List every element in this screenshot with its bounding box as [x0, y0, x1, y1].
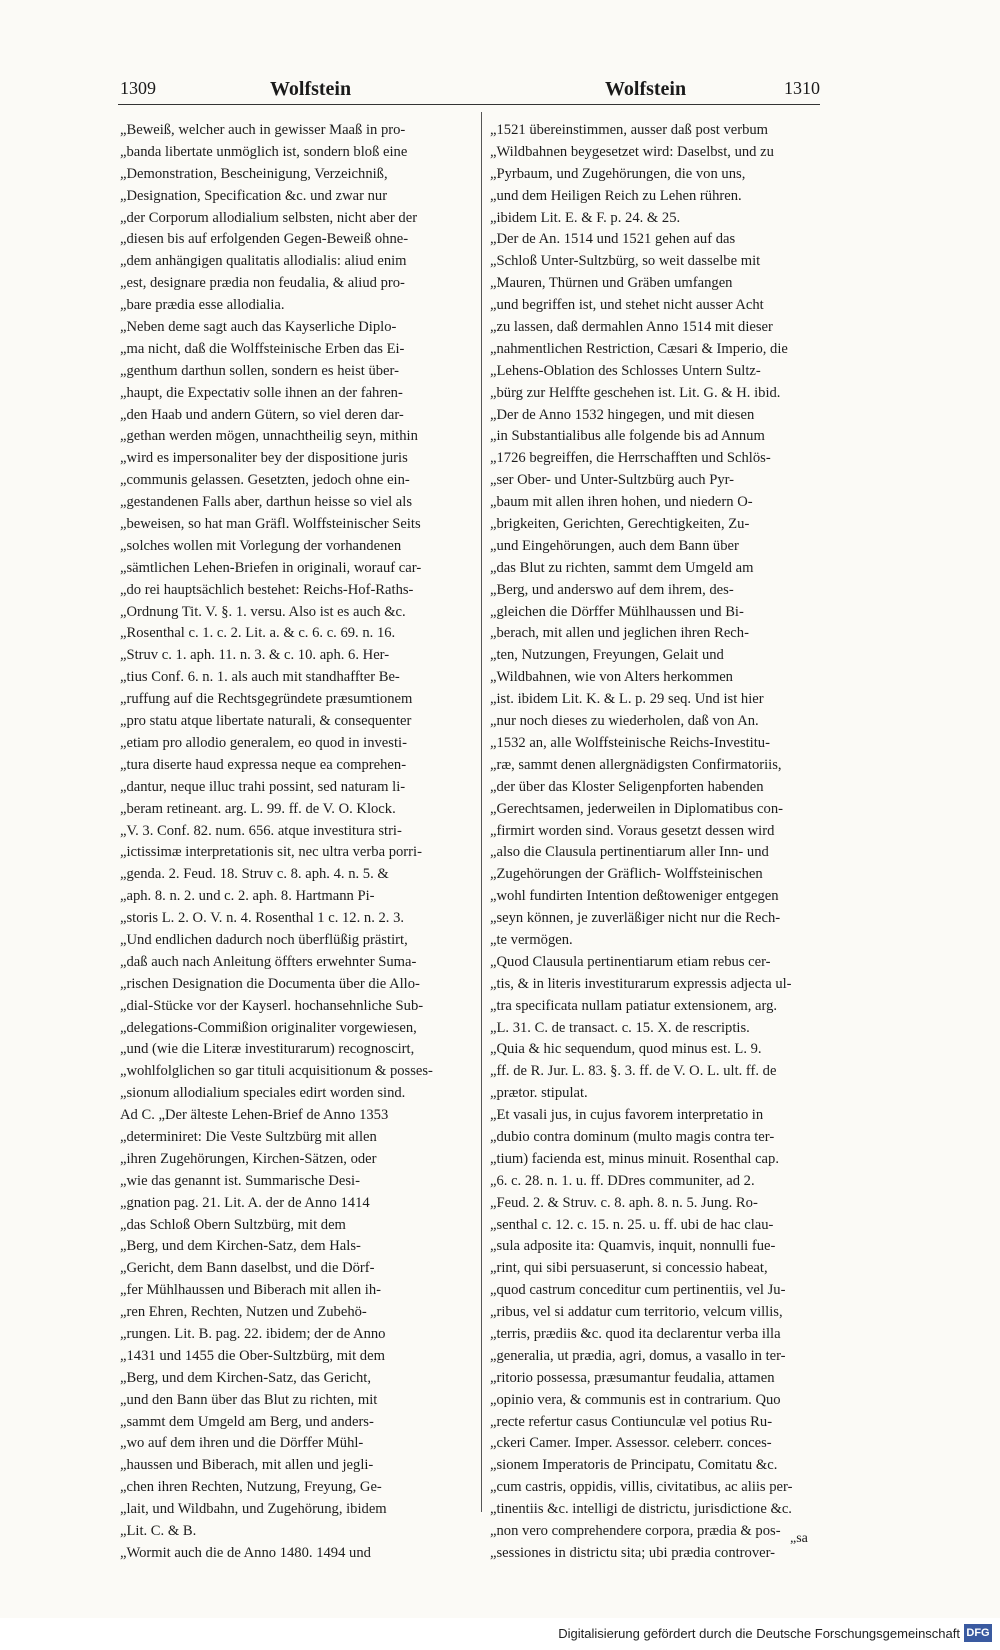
- text-line: „ruffung auf die Rechtsgegründete præsumtionem: [120, 691, 413, 708]
- text-line: „Lehens-Oblation des Schlosses Untern Sultz-: [490, 362, 761, 379]
- text-line: „ckeri Camer. Imper. Assessor. celeberr. conces-: [490, 1435, 772, 1452]
- text-line: „gnation pag. 21. Lit. A. der de Anno 1414: [120, 1194, 370, 1211]
- dfg-logo: DFG: [964, 1624, 992, 1642]
- text-line: „zu lassen, daß dermahlen Anno 1514 mit dieser: [490, 319, 773, 336]
- catchword: „sa: [790, 1531, 808, 1546]
- text-line: „wird es impersonaliter bey der dispositione juris: [120, 450, 408, 467]
- text-line: „ren Ehren, Rechten, Nutzen und Zubehö-: [120, 1304, 367, 1321]
- text-line: „Pyrbaum, und Zugehörungen, die von uns,: [490, 165, 746, 182]
- text-line: „dial-Stücke vor der Kayserl. hochansehnliche Sub-: [120, 997, 424, 1014]
- text-line: „recte refertur casus Contiunculæ vel potius Ru-: [490, 1413, 773, 1430]
- text-line: „und begriffen ist, und stehet nicht ausser Acht: [490, 297, 764, 314]
- right-column: [490, 120, 820, 1565]
- running-title-left: Wolfstein: [270, 78, 352, 100]
- text-line: „1431 und 1455 die Ober-Sultzbürg, mit dem: [120, 1347, 385, 1364]
- text-line: „ictissimæ interpretationis sit, nec ultra verba porri-: [120, 844, 422, 861]
- text-line: „tinentiis &c. intelligi de districtu, jurisdictione &c.: [490, 1501, 792, 1518]
- text-line: „aph. 8. n. 2. und c. 2. aph. 8. Hartmann Pi-: [120, 888, 375, 905]
- text-line: „wie das genannt ist. Summarische Desi-: [120, 1172, 360, 1189]
- text-line: „ma nicht, daß die Wolffsteinische Erben das Ei-: [120, 340, 405, 357]
- text-line: „storis L. 2. O. V. n. 4. Rosenthal 1 c. 12. n. 2. 3.: [120, 910, 405, 927]
- text-line: „ihren Zugehörungen, Kirchen-Sätzen, oder: [120, 1150, 377, 1167]
- text-line: „und Eingehörungen, auch dem Bann über: [490, 537, 739, 554]
- text-line: „pro statu atque libertate naturali, & consequenter: [120, 713, 412, 730]
- text-line: „genthum darthun sollen, sondern es heist über-: [120, 362, 399, 379]
- running-title-right: Wolfstein: [605, 78, 687, 100]
- text-line: Ad C. „Der älteste Lehen-Brief de Anno 1353: [120, 1107, 389, 1124]
- footer-credit: Digitalisierung gefördert durch die Deutsche Forschungsgemeinschaft: [558, 1626, 960, 1641]
- text-line: „lait, und Wildbahn, und Zugehörung, ibidem: [120, 1501, 387, 1518]
- text-line: „tra specificata nullam patiatur extensionem, arg.: [490, 997, 778, 1014]
- text-line: „etiam pro allodio generalem, eo quod in investi-: [120, 734, 407, 751]
- text-line: „sula adposite ita: Quamvis, inquit, nonnulli fue-: [490, 1238, 776, 1255]
- text-line: „also die Clausula pertinentiarum aller Inn- und: [490, 844, 769, 861]
- page-number-left: 1309: [120, 78, 156, 98]
- text-line: „nur noch dieses zu wiederholen, daß von An.: [490, 713, 759, 730]
- text-line: „Designation, Specification &c. und zwar nur: [120, 187, 388, 204]
- text-line: „daß auch nach Anleitung öffters erwehnter Suma-: [120, 953, 417, 970]
- text-line: „delegations-Commißion originaliter vorgewiesen,: [120, 1019, 417, 1036]
- text-line: „ibidem Lit. E. & F. p. 24. & 25.: [490, 209, 681, 226]
- text-line: „Ordnung Tit. V. §. 1. versu. Also ist es auch &c.: [120, 603, 406, 620]
- text-line: „Lit. C. & B.: [120, 1523, 197, 1539]
- text-line: „Wildbahnen beygesetzet wird: Daselbst, und zu: [490, 143, 774, 160]
- text-line: „wohl fundirten Intention deßtoweniger entgegen: [490, 888, 779, 905]
- text-line: „Und endlichen dadurch noch überflüßig prästirt,: [120, 931, 408, 948]
- text-line: „wohlfolglichen so gar tituli acquisitionum & posses-: [120, 1063, 433, 1080]
- text-line: „banda libertate unmöglich ist, sondern bloß eine: [120, 143, 408, 160]
- text-line: „Berg, und dem Kirchen-Satz, dem Hals-: [120, 1238, 361, 1255]
- text-line: „tium) facienda est, minus minuit. Rosenthal cap.: [490, 1150, 779, 1167]
- text-line: „tura diserte haud expressa neque ea comprehen-: [120, 756, 407, 773]
- text-line: „Struv c. 1. aph. 11. n. 3. & c. 10. aph. 6. Her-: [120, 647, 390, 664]
- text-line: „non vero comprehendere corpora, prædia & pos-: [490, 1523, 781, 1539]
- text-line: „cum castris, oppidis, villis, civitatibus, ac aliis per-: [490, 1479, 793, 1496]
- text-line: „sämtlichen Lehen-Briefen in originali, worauf car-: [120, 559, 422, 576]
- text-line: „Feud. 2. & Struv. c. 8. aph. 8. n. 5. Jung. Ro-: [490, 1194, 758, 1211]
- text-line: „der über das Kloster Seligenpforten habenden: [490, 778, 764, 795]
- text-line: „ser Ober- und Unter-Sultzbürg auch Pyr-: [490, 472, 735, 489]
- text-line: „Mauren, Thürnen und Gräben umfangen: [490, 275, 733, 292]
- text-line: „und dem Heiligen Reich zu Lehen rühren.: [490, 187, 742, 204]
- page-number-right: 1310: [784, 78, 820, 98]
- text-line: „gestandenen Falls aber, darthun heisse so viel als: [120, 494, 413, 511]
- text-line: „rischen Designation die Documenta über die Allo-: [120, 975, 420, 992]
- text-line: „te vermögen.: [490, 931, 573, 948]
- text-line: „ff. de R. Jur. L. 83. §. 3. ff. de V. O. L. ult. ff. de: [490, 1063, 777, 1080]
- text-line: „baum mit allen ihren hohen, und niedern O-: [490, 494, 753, 511]
- text-line: „Quod Clausula pertinentiarum etiam rebus cer-: [490, 953, 771, 970]
- text-line: „rint, qui sibi persuaserunt, si concessio habeat,: [490, 1260, 768, 1277]
- text-line: „quod castrum conceditur cum pertinentiis, vel Ju-: [490, 1282, 786, 1299]
- text-line: „das Blut zu richten, sammt dem Umgeld am: [490, 559, 754, 576]
- text-line: „ribus, vel si addatur cum territorio, velcum villis,: [490, 1304, 783, 1321]
- text-line: „Et vasali jus, in cujus favorem interpretatio in: [490, 1107, 764, 1124]
- text-line: „sionem Imperatoris de Principatu, Comitatu &c.: [490, 1457, 778, 1474]
- text-line: „ræ, sammt denen allergnädigsten Confirmatoriis,: [490, 756, 782, 773]
- header-rule: [118, 104, 820, 105]
- text-line: „Zugehörungen der Gräflich- Wolffsteinischen: [490, 866, 763, 883]
- text-line: „generalia, ut prædia, agri, domus, a vasallo in ter-: [490, 1347, 786, 1364]
- text-line: „firmirt worden sind. Voraus gesetzt dessen wird: [490, 822, 775, 839]
- text-line: „ist. ibidem Lit. K. & L. p. 29 seq. Und ist hier: [490, 691, 764, 708]
- text-line: „Schloß Unter-Sultzbürg, so weit dasselbe mit: [490, 253, 761, 270]
- text-line: „Gerechtsamen, jederweilen in Diplomatibus con-: [490, 800, 783, 817]
- text-line: „haussen und Biberach, mit allen und jegli-: [120, 1457, 374, 1474]
- text-line: „gethan werden mögen, unnachtheilig seyn, mithin: [120, 428, 418, 445]
- text-line: „diesen bis auf erfolgenden Gegen-Beweiß ohne-: [120, 231, 409, 248]
- text-line: „opinio vera, & communis est in contrarium. Quo: [490, 1391, 781, 1408]
- text-line: „bürg zur Helffte geschehen ist. Lit. G. & H. ibid.: [490, 384, 781, 401]
- column-divider: [481, 112, 482, 1512]
- text-line: „dantur, neque illuc trahi possint, sed naturam li-: [120, 778, 406, 795]
- text-line: „wo auf dem ihren und die Dörffer Mühl-: [120, 1435, 364, 1452]
- text-line: „V. 3. Conf. 82. num. 656. atque investitura stri-: [120, 822, 402, 839]
- text-line: „1521 übereinstimmen, ausser daß post verbum: [490, 122, 769, 138]
- text-line: „Beweiß, welcher auch in gewisser Maaß in pro-: [120, 122, 406, 138]
- footer-bar: [0, 1618, 1000, 1650]
- text-line: „L. 31. C. de transact. c. 15. X. de rescriptis.: [490, 1019, 750, 1036]
- text-line: „seyn können, je zuverläßiger nicht nur die Rech-: [490, 910, 781, 927]
- text-line: „das Schloß Obern Sultzbürg, mit dem: [120, 1216, 346, 1233]
- text-line: „fer Mühlhaussen und Biberach mit allen ih-: [120, 1282, 381, 1299]
- text-line: „beweisen, so hat man Gräfl. Wolffsteinischer Seits: [120, 516, 421, 533]
- text-line: „Gericht, dem Bann daselbst, und die Dörf-: [120, 1260, 375, 1277]
- text-line: „und (wie die Literæ investiturarum) recognoscirt,: [120, 1041, 415, 1058]
- text-line: „chen ihren Rechten, Nutzung, Freyung, Ge-: [120, 1479, 382, 1496]
- text-line: „gleichen die Dörffer Mühlhaussen und Bi-: [490, 603, 744, 620]
- text-line: „und den Bann über das Blut zu richten, mit: [120, 1391, 378, 1408]
- text-line: „Neben deme sagt auch das Kayserliche Diplo-: [120, 319, 397, 336]
- text-line: „sammt dem Umgeld am Berg, und anders-: [120, 1413, 374, 1430]
- text-line: „genda. 2. Feud. 18. Struv c. 8. aph. 4. n. 5. &: [120, 866, 389, 883]
- text-line: „dubio contra dominum (multo magis contra ter-: [490, 1128, 775, 1145]
- text-line: „Berg, und anderswo auf dem ihrem, des-: [490, 581, 734, 598]
- text-line: „Demonstration, Bescheinigung, Verzeichniß,: [120, 165, 388, 182]
- text-line: „brigkeiten, Gerichten, Gerechtigkeiten, Zu-: [490, 516, 750, 533]
- text-line: „Der de An. 1514 und 1521 gehen auf das: [490, 231, 736, 248]
- text-line: „Der de Anno 1532 hingegen, und mit diesen: [490, 406, 755, 423]
- text-line: „Wildbahnen, wie von Alters herkommen: [490, 669, 733, 686]
- text-line: „ten, Nutzungen, Freyungen, Gelait und: [490, 647, 724, 664]
- text-line: „Rosenthal c. 1. c. 2. Lit. a. & c. 6. c. 69. n. 16.: [120, 625, 396, 642]
- text-line: „sessiones in districtu sita; ubi prædia controver-: [490, 1544, 776, 1561]
- text-line: „berach, mit allen und jeglichen ihren Rech-: [490, 625, 749, 642]
- text-line: „1532 an, alle Wolffsteinische Reichs-Investitu-: [490, 734, 770, 751]
- text-line: „tius Conf. 6. n. 1. als auch mit standhaffter Be-: [120, 669, 400, 686]
- text-line: „Quia & hic sequendum, quod minus est. L. 9.: [490, 1041, 762, 1058]
- text-line: „6. c. 28. n. 1. u. ff. DDres communiter, ad 2.: [490, 1172, 755, 1189]
- text-line: „nahmentlichen Restriction, Cæsari & Imperio, die: [490, 340, 788, 357]
- text-line: „rungen. Lit. B. pag. 22. ibidem; der de Anno: [120, 1325, 386, 1342]
- text-line: „do rei hauptsächlich bestehet: Reichs-Hof-Raths-: [120, 581, 414, 598]
- text-line: „prætor. stipulat.: [490, 1085, 588, 1102]
- text-line: „ritorio possessa, præsumantur feudalia, attamen: [490, 1369, 775, 1386]
- text-line: „tis, & in literis investiturarum expressis adjecta ul-: [490, 975, 792, 992]
- text-line: „dem anhängigen qualitatis allodialis: aliud enim: [120, 253, 407, 270]
- text-line: „der Corporum allodialium selbsten, nicht aber der: [120, 209, 418, 226]
- text-line: „beram retineant. arg. L. 99. ff. de V. O. Klock.: [120, 800, 396, 817]
- text-line: „Wormit auch die de Anno 1480. 1494 und: [120, 1544, 371, 1561]
- text-line: „solches wollen mit Vorlegung der vorhandenen: [120, 537, 402, 554]
- text-line: „terris, prædiis &c. quod ita declarentur verba illa: [490, 1325, 781, 1342]
- text-line: „haupt, die Expectativ solle ihnen an der fahren-: [120, 384, 403, 401]
- text-line: „bare prædia esse allodialia.: [120, 297, 285, 314]
- text-line: „den Haab und andern Gütern, so viel deren dar-: [120, 406, 404, 423]
- text-line: „communis gelassen. Gesetzten, jedoch ohne ein-: [120, 472, 410, 489]
- text-line: „est, designare prædia non feudalia, & aliud pro-: [120, 275, 405, 292]
- text-line: „Berg, und dem Kirchen-Satz, das Gericht,: [120, 1369, 371, 1386]
- text-line: „1726 begreiffen, die Herrschafften und Schlös-: [490, 450, 771, 467]
- text-line: „sionum allodialium speciales edirt worden sind.: [120, 1085, 406, 1102]
- left-column: [120, 120, 472, 1565]
- text-line: „in Substantialibus alle folgende bis ad Annum: [490, 428, 765, 445]
- text-line: „senthal c. 12. c. 15. n. 25. u. ff. ubi de hac clau-: [490, 1216, 774, 1233]
- text-line: „determiniret: Die Veste Sultzbürg mit allen: [120, 1128, 377, 1145]
